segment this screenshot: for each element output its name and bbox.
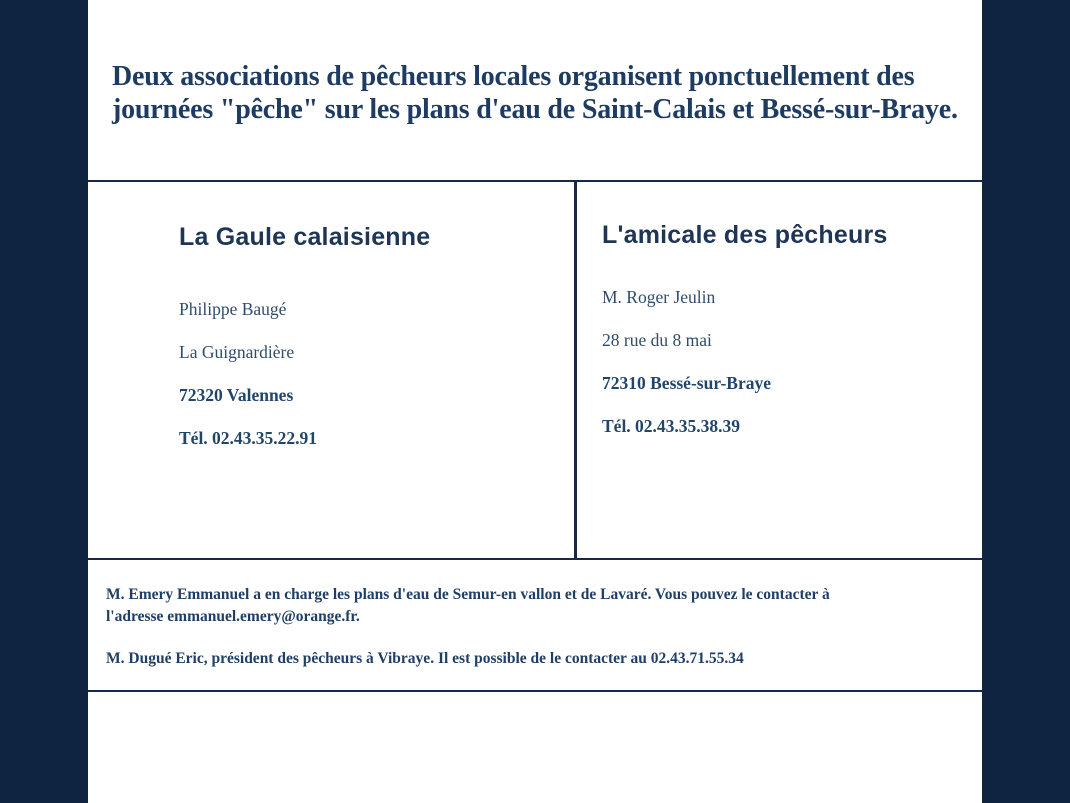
note-line: l'adresse emmanuel.emery@orange.fr. xyxy=(106,608,360,625)
address-line: 28 rue du 8 mai xyxy=(602,330,712,350)
note-paragraph-2: M. Dugué Eric, président des pêcheurs à Vibraye. Il est possible de le contacter au 02.43.71.55.34 xyxy=(106,650,744,667)
bottom-whitespace xyxy=(88,692,982,803)
address-line: La Guignardière xyxy=(179,342,295,362)
contact-name: Philippe Baugé xyxy=(179,299,287,319)
association-details xyxy=(602,286,962,438)
association-details xyxy=(179,298,554,450)
intro-section xyxy=(88,0,982,182)
associations-section xyxy=(88,182,982,560)
content-area xyxy=(88,0,982,803)
association-name: La Gaule calaisienne xyxy=(179,223,431,251)
association-card-amicale-pecheurs xyxy=(577,182,982,558)
city-line: 72310 Bessé-sur-Braye xyxy=(602,373,771,393)
intro-headline: Deux associations de pêcheurs locales organisent ponctuellement des journées "pêche" sur les plans d'eau de Saint-Calais et Bessé-sur-Braye. xyxy=(112,61,958,125)
notes-section xyxy=(88,560,982,692)
right-navy-band xyxy=(982,0,1070,803)
note-paragraph-1 xyxy=(106,584,922,628)
left-navy-band xyxy=(0,0,88,803)
association-card-gaule-calaisienne xyxy=(88,182,577,558)
association-name: L'amicale des pêcheurs xyxy=(602,221,888,249)
contact-name: M. Roger Jeulin xyxy=(602,287,716,307)
city-line: 72320 Valennes xyxy=(179,385,294,405)
note-line: M. Emery Emmanuel a en charge les plans d'eau de Semur-en vallon et de Lavaré. Vous pouvez le contacter à xyxy=(106,586,830,603)
phone-line: Tél. 02.43.35.38.39 xyxy=(602,416,741,436)
phone-line: Tél. 02.43.35.22.91 xyxy=(179,428,318,448)
